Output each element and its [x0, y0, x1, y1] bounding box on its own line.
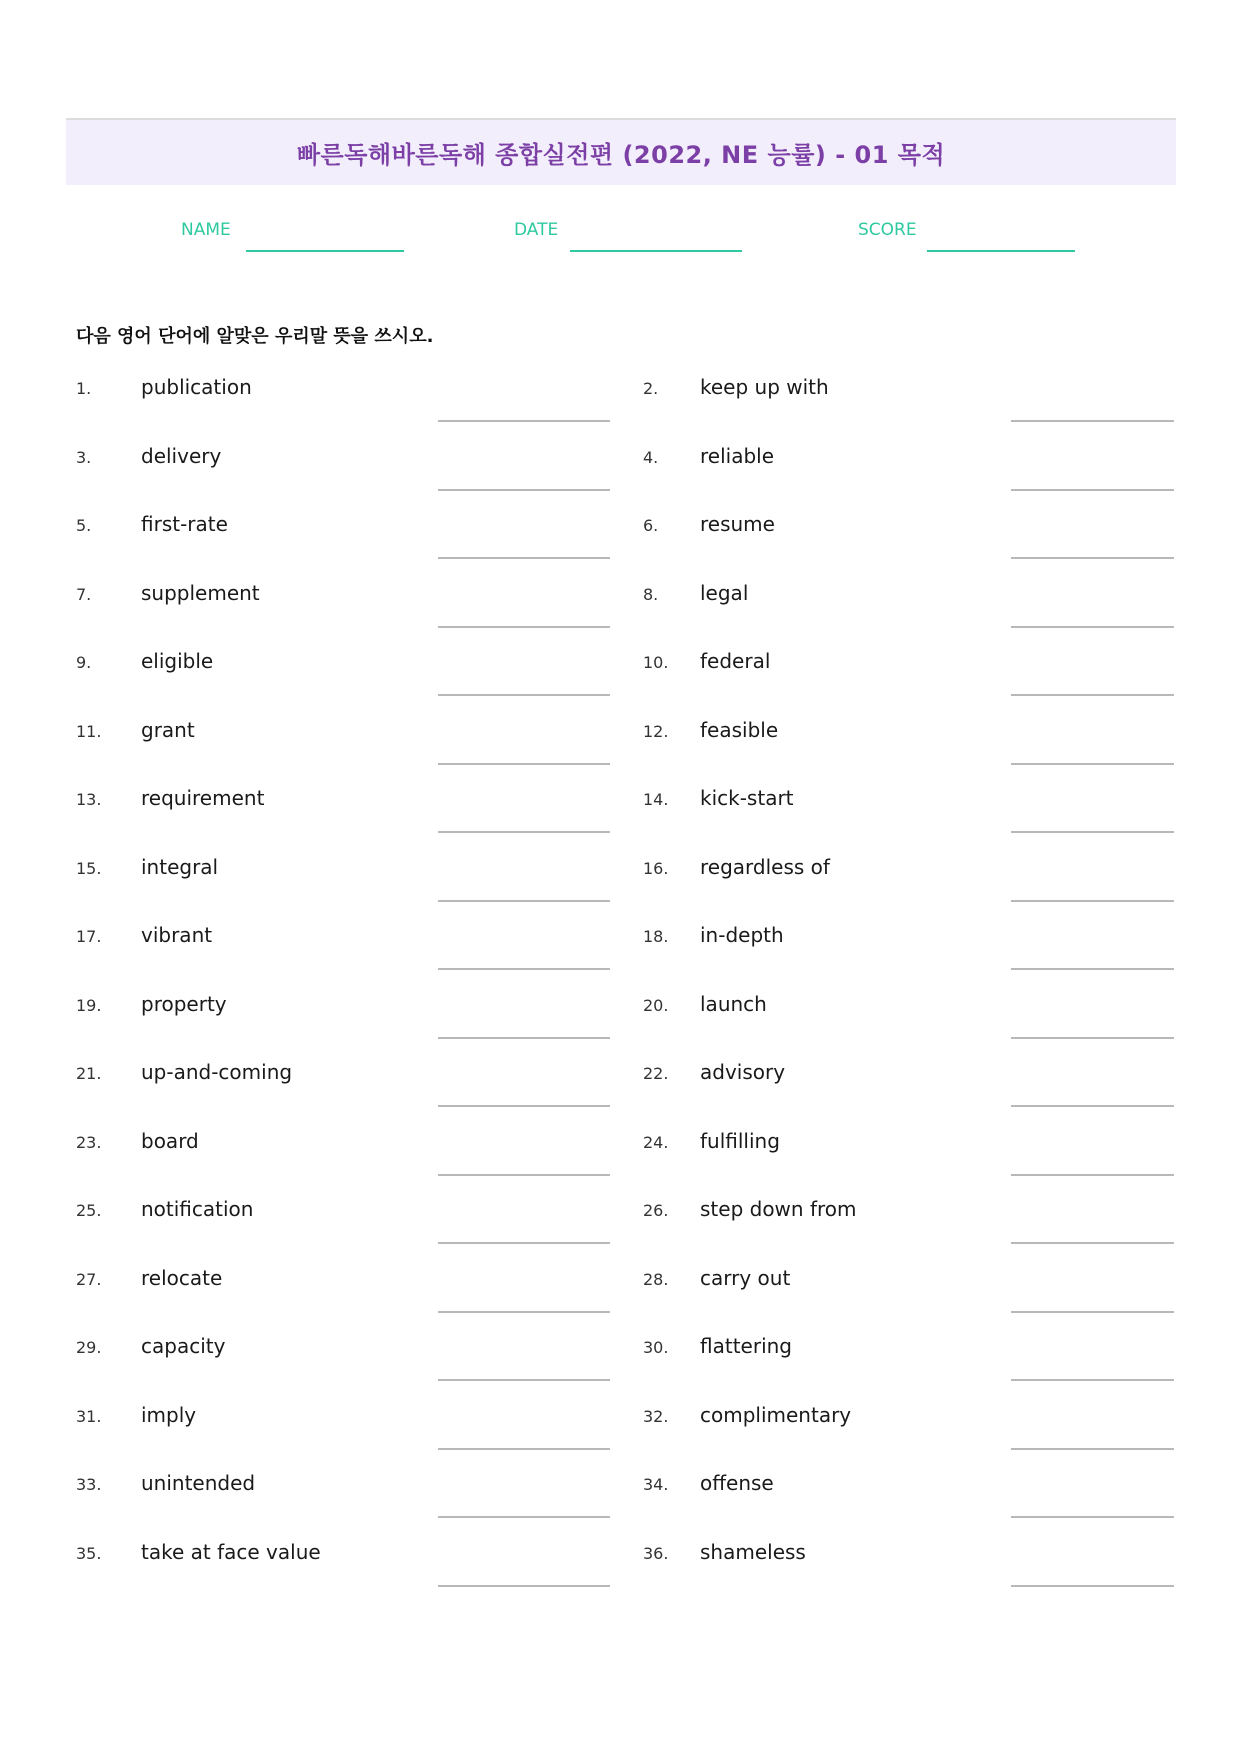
name-label: NAME: [181, 220, 231, 240]
item-word: flattering: [700, 1334, 792, 1358]
list-item: [76, 1197, 609, 1227]
list-item: [76, 1334, 609, 1364]
item-word: launch: [700, 991, 767, 1016]
item-word: delivery: [141, 443, 222, 468]
list-item: [76, 1403, 609, 1433]
item-number: 3.: [76, 447, 92, 467]
answer-blank[interactable]: [438, 1585, 610, 1587]
item-word: unintended: [141, 1471, 256, 1495]
item-number: 30.: [643, 1338, 669, 1357]
item-word: property: [141, 991, 227, 1016]
item-number: 1.: [76, 379, 92, 398]
answer-blank[interactable]: [438, 420, 610, 422]
list-item: [643, 1471, 1176, 1501]
name-field[interactable]: [246, 250, 404, 252]
item-word: carry out: [700, 1265, 791, 1290]
item-word: offense: [700, 1471, 774, 1495]
item-number: 16.: [643, 858, 669, 878]
answer-blank[interactable]: [438, 557, 610, 559]
answer-blank[interactable]: [1011, 489, 1174, 491]
list-item: [643, 512, 1176, 542]
score-label: SCORE: [858, 220, 917, 240]
list-item: [76, 1129, 609, 1159]
item-word: keep up with: [700, 375, 829, 399]
item-word: imply: [141, 1402, 197, 1427]
item-number: 26.: [643, 1201, 669, 1220]
answer-blank[interactable]: [438, 1379, 610, 1381]
item-word: complimentary: [700, 1402, 852, 1427]
score-field[interactable]: [927, 250, 1075, 252]
answer-blank[interactable]: [1011, 626, 1174, 628]
answer-blank[interactable]: [438, 626, 610, 628]
list-item: [643, 1334, 1176, 1364]
answer-blank[interactable]: [1011, 557, 1174, 559]
item-word: feasible: [700, 717, 779, 742]
answer-blank[interactable]: [1011, 763, 1174, 765]
item-number: 8.: [643, 584, 659, 604]
answer-blank[interactable]: [438, 1174, 610, 1176]
list-item: [76, 649, 609, 679]
item-number: 5.: [76, 516, 92, 535]
item-number: 34.: [643, 1475, 669, 1494]
item-number: 33.: [76, 1475, 102, 1494]
item-word: board: [141, 1128, 199, 1153]
list-item: [643, 1197, 1176, 1227]
item-number: 28.: [643, 1269, 669, 1289]
answer-blank[interactable]: [438, 694, 610, 696]
item-word: vibrant: [141, 923, 213, 947]
item-number: 6.: [643, 516, 659, 535]
list-item: [643, 1060, 1176, 1090]
answer-blank[interactable]: [438, 1105, 610, 1107]
item-word: legal: [700, 580, 749, 605]
item-number: 24.: [643, 1132, 669, 1152]
item-number: 18.: [643, 927, 669, 946]
item-word: relocate: [141, 1265, 223, 1290]
answer-blank[interactable]: [438, 763, 610, 765]
list-item: [76, 512, 609, 542]
answer-blank[interactable]: [1011, 1037, 1174, 1039]
item-word: reliable: [700, 443, 775, 468]
list-item: [76, 786, 609, 816]
answer-blank[interactable]: [1011, 1516, 1174, 1518]
item-word: fulfilling: [700, 1128, 780, 1153]
list-item: [76, 923, 609, 953]
list-item: [643, 718, 1176, 748]
item-number: 23.: [76, 1132, 102, 1152]
list-item: [643, 855, 1176, 885]
list-item: [643, 1403, 1176, 1433]
answer-blank[interactable]: [1011, 831, 1174, 833]
answer-blank[interactable]: [1011, 420, 1174, 422]
list-item: [76, 1471, 609, 1501]
item-word: supplement: [141, 580, 260, 605]
item-word: kick-start: [700, 786, 794, 810]
item-word: up-and-coming: [141, 1060, 293, 1084]
item-number: 2.: [643, 379, 659, 398]
item-word: notification: [141, 1197, 254, 1221]
date-label: DATE: [514, 220, 559, 240]
list-item: [76, 855, 609, 885]
item-word: eligible: [141, 649, 214, 673]
list-item: [643, 923, 1176, 953]
item-number: 35.: [76, 1543, 102, 1563]
item-number: 36.: [643, 1543, 669, 1563]
answer-blank[interactable]: [438, 968, 610, 970]
item-number: 4.: [643, 447, 659, 467]
item-number: 14.: [643, 790, 669, 809]
item-number: 25.: [76, 1201, 102, 1220]
item-word: in-depth: [700, 923, 784, 947]
list-item: [643, 649, 1176, 679]
item-word: publication: [141, 375, 252, 399]
instruction-text: 다음 영어 단어에 알맞은 우리말 뜻을 쓰시오.: [76, 326, 434, 347]
item-word: resume: [700, 512, 775, 536]
answer-blank[interactable]: [1011, 694, 1174, 696]
answer-blank[interactable]: [1011, 1105, 1174, 1107]
answer-blank[interactable]: [438, 1448, 610, 1450]
item-word: regardless of: [700, 854, 830, 879]
answer-blank[interactable]: [438, 489, 610, 491]
list-item: [643, 444, 1176, 474]
list-item: [643, 1266, 1176, 1296]
answer-blank[interactable]: [1011, 1379, 1174, 1381]
answer-blank[interactable]: [1011, 1311, 1174, 1313]
answer-blank[interactable]: [438, 900, 610, 902]
answer-blank[interactable]: [1011, 1585, 1174, 1587]
answer-blank[interactable]: [1011, 1448, 1174, 1450]
answer-blank[interactable]: [438, 831, 610, 833]
item-number: 10.: [643, 653, 669, 672]
item-number: 29.: [76, 1338, 102, 1357]
answer-blank[interactable]: [438, 1516, 610, 1518]
item-word: federal: [700, 649, 771, 673]
item-number: 11.: [76, 721, 102, 741]
item-number: 7.: [76, 584, 92, 604]
list-item: [76, 375, 609, 405]
item-number: 17.: [76, 927, 102, 946]
page-title: 빠른독해바른독해 종합실전편 (2022, NE 능률) - 01 목적: [296, 141, 946, 169]
list-item: [643, 375, 1176, 405]
answer-blank[interactable]: [1011, 900, 1174, 902]
item-word: shameless: [700, 1539, 806, 1564]
list-item: [76, 1060, 609, 1090]
answer-blank[interactable]: [1011, 968, 1174, 970]
list-item: [643, 581, 1176, 611]
answer-blank[interactable]: [438, 1311, 610, 1313]
item-number: 21.: [76, 1064, 102, 1083]
item-number: 9.: [76, 653, 92, 672]
list-item: [643, 1540, 1176, 1570]
item-number: 32.: [643, 1406, 669, 1426]
item-word: step down from: [700, 1197, 857, 1221]
item-number: 19.: [76, 995, 102, 1015]
list-item: [76, 444, 609, 474]
item-number: 15.: [76, 858, 102, 878]
item-number: 20.: [643, 995, 669, 1015]
item-number: 31.: [76, 1406, 102, 1426]
item-word: grant: [141, 717, 195, 742]
list-item: [643, 992, 1176, 1022]
list-item: [76, 1540, 609, 1570]
item-number: 13.: [76, 790, 102, 809]
item-word: take at face value: [141, 1539, 321, 1564]
item-number: 27.: [76, 1269, 102, 1289]
item-number: 12.: [643, 721, 669, 741]
item-word: advisory: [700, 1060, 786, 1084]
list-item: [76, 992, 609, 1022]
list-item: [643, 786, 1176, 816]
answer-blank[interactable]: [438, 1037, 610, 1039]
answer-blank[interactable]: [1011, 1242, 1174, 1244]
answer-blank[interactable]: [438, 1242, 610, 1244]
list-item: [76, 581, 609, 611]
list-item: [643, 1129, 1176, 1159]
item-number: 22.: [643, 1064, 669, 1083]
list-item: [76, 1266, 609, 1296]
title-banner: [66, 118, 1176, 185]
item-word: capacity: [141, 1334, 226, 1358]
date-field[interactable]: [570, 250, 742, 252]
item-word: first-rate: [141, 512, 228, 536]
answer-blank[interactable]: [1011, 1174, 1174, 1176]
item-word: requirement: [141, 786, 265, 810]
item-word: integral: [141, 854, 219, 879]
list-item: [76, 718, 609, 748]
